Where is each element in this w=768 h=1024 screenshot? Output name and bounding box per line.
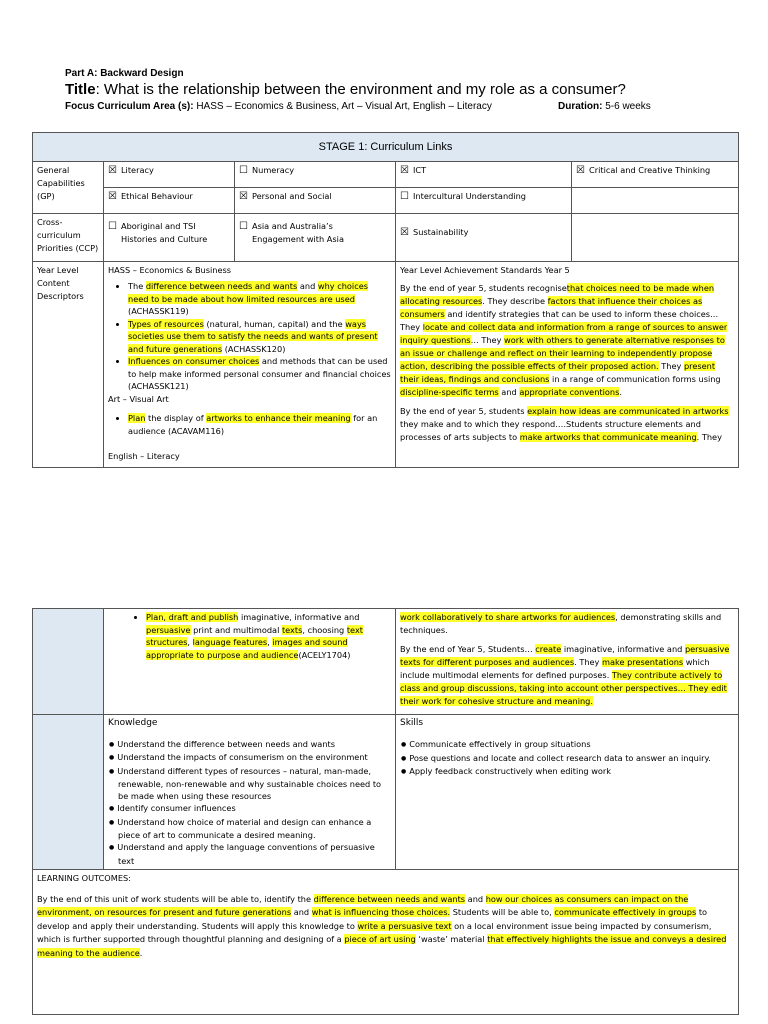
unit-title (65, 81, 745, 99)
title-text: : What is the relationship between the environment and my role as a consumer? (95, 81, 626, 98)
empty-box-icon: ☐ (108, 221, 117, 232)
gp-intercultural: ☐ Intercultural Understanding (396, 188, 572, 214)
skills-heading: Skills (400, 718, 424, 728)
checked-box-icon: ☒ (108, 165, 117, 176)
knowledge-cell (104, 715, 396, 870)
focus-area (65, 100, 745, 113)
empty-box-icon: ☐ (239, 221, 248, 232)
document-header (65, 68, 745, 113)
hass-heading: HASS – Economics & Business (108, 265, 232, 275)
english-descriptor-cell (104, 609, 396, 715)
empty-box-icon: ☐ (400, 191, 409, 202)
list-item: ● Pose questions and locate and collect research data to answer an inquiry. (410, 752, 734, 766)
checked-box-icon: ☒ (108, 191, 117, 202)
skills-cell (396, 715, 739, 870)
list-item: ● Understand the impacts of consumerism on the environment (118, 751, 391, 764)
duration-text: 5-6 weeks (602, 101, 651, 112)
english-list (108, 611, 391, 661)
ccp-sustainability: ☒ Sustainability (396, 214, 572, 262)
ylcd-label: Year Level Content Descriptors (33, 262, 104, 468)
achievement-standards-cell (396, 262, 739, 468)
list-item: ● Understand different types of resources – natural, man-made, renewable, non-renewable and why sustainable choices need to be made when using these resources (118, 765, 391, 803)
checked-box-icon: ☒ (239, 191, 248, 202)
empty-cell (572, 188, 739, 214)
art-standard: By the end of year 5, students explain how ideas are communicated in artworks they make and to which they respond.…Students structure elements and processes of arts subjects to make artworks that communicate meaning. They (400, 406, 729, 442)
learning-outcomes-text: By the end of this unit of work students will be able to, identify the difference between needs and wants and how our choices as consumers can impact on the environment, on resources for present and future generations and what is influencing those choices. Students will be able to, communicate effectively in groups to develop and apply their understanding. Students will apply this knowledge to write a persuasive text on a local environment issue being impacted by consumerism, which is further supported through thoughtful planning and designing of a piece of art using ‘waste’ material that effectively highlights the issue and conveys a desired meaning to the audience. (37, 893, 727, 958)
knowledge-list (108, 738, 391, 867)
ccp-asia: ☐ Asia and Australia’s Engagement with Asia (235, 214, 396, 262)
learning-outcomes-heading: LEARNING OUTCOMES: (37, 872, 131, 883)
english-standard: By the end of Year 5, Students… create imaginative, informative and persuasive texts for different purposes and audiences. They make presentations which include multimodal elements for defined purposes. They contribute actively to class and group discussions, taking into account other perspectives… They edit their work for cohesive structure and meaning. (400, 644, 730, 706)
gp-label: General Capabilities (GP) (33, 162, 104, 214)
learning-outcomes-cell (33, 869, 739, 1014)
empty-box-icon: ☐ (239, 165, 248, 176)
continued-label-cell (33, 609, 104, 715)
duration (558, 100, 651, 113)
continued-table (32, 608, 739, 1015)
knowledge-heading: Knowledge (108, 718, 158, 728)
gp-ethical: ☒ Ethical Behaviour (104, 188, 235, 214)
list-item: • Plan, draft and publish imaginative, informative and persuasive print and multimodal texts, choosing text structures, language features, images and sound appropriate to purpose and audience(ACELY1704) (146, 611, 391, 661)
stage1-heading: STAGE 1: Curriculum Links (33, 133, 739, 162)
list-item: ● Apply feedback constructively when editing work (410, 765, 734, 779)
list-item: ● Communicate effectively in group situations (410, 738, 734, 752)
ccp-aboriginal: ☐ Aboriginal and TSI Histories and Culture (104, 214, 235, 262)
list-item: • Types of resources (natural, human, capital) and the ways societies use them to satisfy the needs and wants of present and future generations (ACHASSK120) (128, 318, 391, 356)
checked-box-icon: ☒ (576, 165, 585, 176)
title-label: Title (65, 81, 96, 98)
english-heading: English – Literacy (108, 450, 180, 461)
art-list (108, 412, 391, 438)
focus-label: Focus Curriculum Area (s): (65, 101, 194, 112)
hass-standard: By the end of year 5, students recognisethat choices need to be made when allocating resources. They describe factors that influence their choices as consumers and identify strategies that can be used to inform these choices… They locate and collect data and information from a range of sources to answer inquiry questions… They work with others to generate alternative responses to an issue or challenge and reflect on their learning to independently propose action, describing the possible effects of their proposed action. They present their ideas, findings and conclusions in a range of communication forms using discipline-specific terms and appropriate conventions. (400, 283, 728, 397)
gp-literacy: ☒ Literacy (104, 162, 235, 188)
art-standard-continued: work collaboratively to share artworks for audiences, demonstrating skills and techniques. (400, 612, 722, 635)
list-item: • The difference between needs and wants and why choices need to be made about how limited resources are used (ACHASSK119) (128, 280, 391, 318)
checked-box-icon: ☒ (400, 165, 409, 176)
hass-list (108, 280, 391, 393)
list-item: • Influences on consumer choices and methods that can be used to help make informed personal consumer and financial choices (ACHASSK121) (128, 355, 391, 393)
list-item: ● Identify consumer influences (118, 802, 391, 815)
gp-numeracy: ☐ Numeracy (235, 162, 396, 188)
list-item: ● Understand and apply the language conventions of persuasive text (118, 841, 391, 867)
part-label: Part A: Backward Design (65, 68, 184, 79)
gp-personal-social: ☒ Personal and Social (235, 188, 396, 214)
duration-label: Duration: (558, 101, 603, 112)
art-heading: Art – Visual Art (108, 393, 169, 404)
english-standard-cell (396, 609, 739, 715)
list-item: • Plan the display of artworks to enhance their meaning for an audience (ACAVAM116) (128, 412, 391, 438)
focus-text: HASS – Economics & Business, Art – Visual Art, English – Literacy (193, 101, 492, 112)
list-item: ● Understand how choice of material and design can enhance a piece of art to communicate a desired meaning. (118, 816, 391, 842)
empty-cell (572, 214, 739, 262)
knowledge-skills-label-cell (33, 715, 104, 870)
ccp-label: Cross-curriculum Priorities (CCP) (33, 214, 104, 262)
gp-critical-thinking: ☒ Critical and Creative Thinking (572, 162, 739, 188)
content-descriptors-cell (104, 262, 396, 468)
gp-ict: ☒ ICT (396, 162, 572, 188)
checked-box-icon: ☒ (400, 227, 409, 238)
skills-list (400, 738, 734, 779)
curriculum-links-table (32, 132, 739, 468)
yla-heading: Year Level Achievement Standards Year 5 (400, 265, 570, 275)
list-item: ● Understand the difference between needs and wants (118, 738, 391, 751)
